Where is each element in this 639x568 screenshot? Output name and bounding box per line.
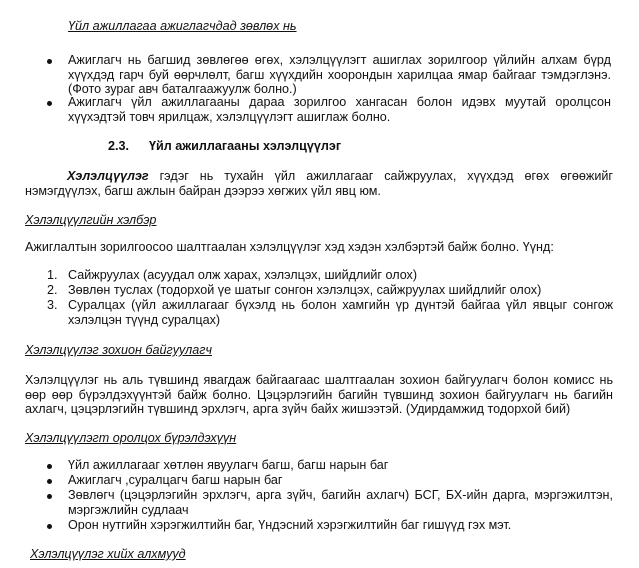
list-number: 1. (47, 268, 58, 282)
list-number: 2. (47, 283, 58, 297)
list-number: 3. (47, 298, 58, 312)
participant-item-4: Орон нутгийн хэрэгжилтийн баг, Үндэсний хэрэгжилтийн баг гишүүд гэх мэт. (68, 518, 512, 532)
intro-paragraph (25, 169, 613, 198)
advice-item-2: Ажиглагч үйл ажиллагааны дараа зорилгоо хангасан болон идэвх муутай оролцсон хүүхэдтэй товч ярилцаж, хэлэлцүүлэгт ашиглаж болно. (68, 95, 611, 124)
participant-item-2: Ажиглагч ,суралцагч багш нарын баг (68, 473, 283, 487)
steps-heading: Хэлэлцүүлэг хийх алхмууд (30, 547, 186, 561)
bullet-icon (47, 479, 52, 484)
forms-heading: Хэлэлцүүлгийн хэлбэр (25, 213, 157, 227)
bullet-icon (47, 464, 52, 469)
organizer-heading: Хэлэлцүүлэг зохион байгуулагч (25, 343, 212, 357)
bullet-icon (47, 524, 52, 529)
participants-heading: Хэлэлцүүлэгт оролцох бүрэлдэхүүн (25, 431, 237, 445)
forms-intro: Ажиглалтын зорилгоосоо шалтгаалан хэлэлцүүлэг хэд хэдэн хэлбэртэй байж болно. Үүнд: (25, 240, 554, 254)
advice-heading: Үйл ажиллагаа ажиглагчдад зөвлөх нь (68, 19, 297, 33)
bullet-icon (47, 101, 52, 106)
forms-item-3: Суралцах (үйл ажиллагааг бүхэлд нь болон хамгийн үр дүнтэй байгаа үйл явцыг сонгож хэлэлцэн түүнд суралцах) (68, 298, 613, 327)
organizer-paragraph: Хэлэлцүүлэг нь аль түвшинд явагдаж байгаагаас шалтгаалан зохион байгуулагч болон комисс нь өөр өөр бүрэлдэхүүнтэй байж болно. Цэцэрлэгийн багийн түвшинд зохион байгуулагч нь багийн ахлагч, цэцэрлэгийн түвшинд эрхлэгч, арга зүйч байх жишээтэй. (Удирдамжид тодорхой бий) (25, 373, 613, 417)
section-title: Үйл ажиллагааны хэлэлцүүлэг (149, 139, 342, 153)
advice-item-1: Ажиглагч нь багшид зөвлөгөө өгөх, хэлэлцүүлэгт ашиглах зорилгоор үйлийн алхам бүрд хүүхдэд гарч буй өөрчлөлт, багш хүүхдийн хоорондын харилцаа ямар байгааг тэмдэглэнэ. (Фото зураг авч баталгаажуулж болно.) (68, 53, 611, 97)
participant-item-3: Зөвлөгч (цэцэрлэгийн эрхлэгч, арга зүйч, багийн ахлагч) БСГ, БХ-ийн дарга, мэргэжилтэн, мэргэжлийн судлаач (68, 488, 613, 517)
forms-item-2: Зөвлөн туслах (тодорхой үе шатыг сонгон хэлэлцэх, сайжруулах шийдлийг олох) (68, 283, 542, 297)
participant-item-1: Үйл ажиллагааг хөтлөн явуулагч багш, багш нарын баг (68, 458, 389, 472)
bullet-icon (47, 494, 52, 499)
intro-text: гэдэг нь тухайн үйл ажиллагааг сайжруулах, хүүхдэд өгөх өгөөжийг нэмэгдүүлэх, багш ажлын байран дээрээ хөгжих үйл явц юм. (25, 169, 613, 198)
forms-item-1: Сайжруулах (асуудал олж харах, хэлэлцэх, шийдлийг олох) (68, 268, 418, 282)
intro-term: Хэлэлцүүлэг (67, 169, 149, 183)
section-number: 2.3. (108, 139, 130, 153)
bullet-icon (47, 59, 52, 64)
